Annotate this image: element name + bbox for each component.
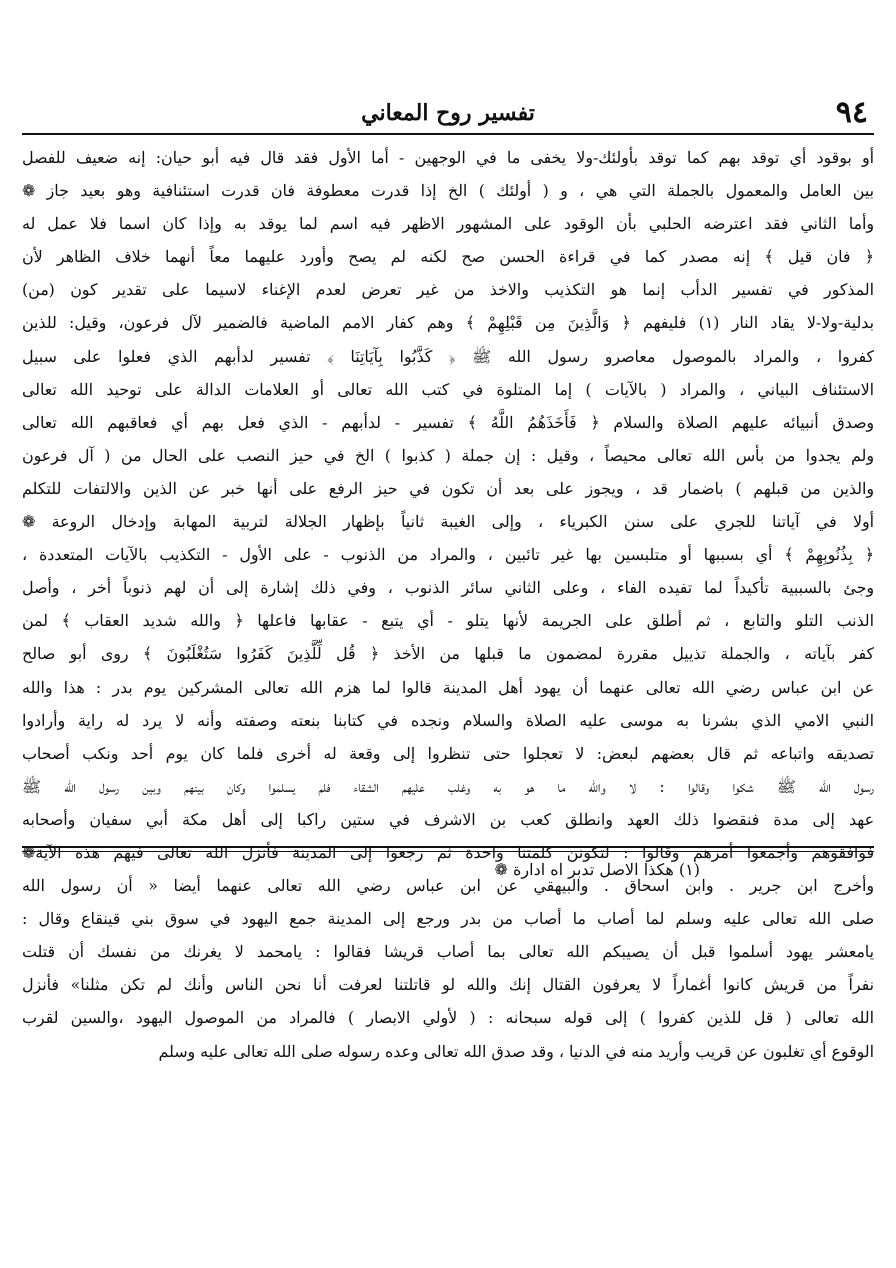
- text-line: وصدق أنبيائه عليهم الصلاة والسلام ﴿ فَأَخَذَهُمُ اللَّهُ ﴾ تفسير - لدأبهم - الذي فعل بهم أي فعاقبهم الله تعالى: [22, 412, 874, 432]
- text-line: عن ابن عباس رضي الله تعالى عنهما أن يهود أهل المدينة قالوا لما هزم الله تعالى المشركين يوم بدر : هذا والله: [22, 677, 874, 697]
- text-line: بين العامل والمعمول بالجملة التي هي ، و ( أولئك ) الخ إذا قدرت معطوفة فان قدرت استئنافية وهو بعيد جاز ❁: [22, 181, 874, 201]
- text-line: أولا في آياتنا للجري على سنن الكبرياء ، وإلى الغيبة ثانياً بإظهار الجلالة لتربية المهابة وإدخال الروعة ❁: [22, 512, 874, 532]
- text-line: النبي الامي الذي بشرنا به موسى عليه الصلاة والسلام ونجده في كتابنا بنعته وصفته وأنه لا يرد له راية وأرادوا: [22, 710, 874, 730]
- page-header: [22, 96, 874, 130]
- text-line: رسول الله ﷺ شكوا وقالوا : لا والله ما هو به وغلب عليهم الشقاء فلم يسلموا وكان بينهم وبين رسول الله ﷺ: [22, 776, 874, 796]
- text-line: الوقوع أي تغلبون عن قريب وأريد منه في الدنيا ، وقد صدق الله تعالى وعده رسوله صلى الله تعالى عليه وسلم: [158, 1041, 874, 1061]
- header-rule: [22, 133, 874, 135]
- text-line: ﴿ بِذُنُوبِهِمْ ﴾ أي بسببها أو متلبسين بها غير تائبين ، والمراد من الذنوب - على الأول - التكذيب بالآيات المتعددة ،: [22, 545, 874, 565]
- text-line: وأخرج ابن جرير . وابن اسحاق . والبيهقي عن ابن عباس رضي الله تعالى عنهما أيضا « أن رسول الله: [22, 876, 874, 896]
- text-line: نفراً من قريش كانوا أغماراً لا يعرفون القتال إنك والله لو قاتلتنا لعرفت أنا نحن الناس وأنك لم تكن مثلنا» فأنزل: [22, 975, 874, 995]
- text-line: ﴿ فان قيل ﴾ إنه مصدر كما في قراءة الحسن صح لكنه لم يصح وأورد عليهما معاً أنهما خلاف الظاهر لأن: [22, 247, 874, 267]
- running-title: تفسير روح المعاني: [361, 100, 535, 126]
- footnote-rule-thick: [22, 846, 874, 848]
- footnote-rule-thin: [22, 851, 874, 852]
- text-line: وجئ بالسببية تأكيداً لما تفيده الفاء ، وعلى الثاني سائر الذنوب ، وفي ذلك إشارة إلى أن لهم ذنوباً أخر ، وأصل: [22, 578, 874, 598]
- text-line: أو بوقود أي توقد بهم كما توقد بأولئك-ولا يخفى ما في الوجهين - أما الأول فقد قال فيه أبو حيان: إنه ضعيف للفصل: [22, 148, 874, 167]
- text-line: المذكور في تفسير الدأب إنما هو التكذيب والاخذ من غير تعرض لعدم الإغناء لاسيما على تقدير كون (من): [22, 280, 874, 300]
- text-line: الذنب التلو والتابع ، ثم أطلق على الجريمة لأنها يتلو - أي يتبع - عقابها فاعلها ﴿ والله شديد العقاب ﴾ لمن: [22, 611, 874, 631]
- page-number: ٩٤: [835, 95, 868, 130]
- footnote: (١) هكذا الاصل تدبر اه ادارة ❁: [494, 860, 700, 879]
- text-line: الله تعالى ( قل للذين كفروا ) إلى قوله سبحانه : ( لأولي الابصار ) فالمراد من الموصول اليهود ،والسين لقرب: [22, 1008, 874, 1028]
- text-line: بدلية-ولا-لا يقاد النار (١) فليفهم ﴿ وَالَّذِينَ مِن قَبْلِهِمْ ﴾ وهم كفار الامم الماضية فالضمير لآل فرعون، وقيل: للذين: [22, 313, 874, 333]
- body-text: [22, 141, 874, 1068]
- text-line: كفر بآياته ، والجملة تذييل مقررة لمضمون ما قبلها من الأخذ ﴿ قُل لِّلَّذِينَ كَفَرُوا سَتُغْلَبُونَ ﴾ روى أبو صالح: [22, 644, 874, 664]
- text-line: كفروا ، والمراد بالموصول معاصرو رسول الله ﷺ ﴿ كَذَّبُوا بِآيَاتِنَا ﴾ تفسير لدأبهم الذي فعلوا على سبيل: [22, 346, 874, 366]
- text-line: الاستئناف البياني ، والمراد ( بالآيات ) إما المتلوة في كتب الله تعالى أو العلامات الدالة على توحيد الله تعالى: [22, 379, 874, 399]
- text-line: وأما الثاني فقد اعترضه الحلبي بأن الوقود على المشهور الاظهر فيه اسم لما يوقد به وإذا كان اسما فلا عمل له: [22, 214, 874, 234]
- text-line: يامعشر يهود أسلموا قبل أن يصيبكم الله تعالى بما أصاب قريشا فقالوا : يامحمد لا يغرنك من نفسك أن قتلت: [22, 942, 874, 962]
- text-line: صلى الله تعالى عليه وسلم لما أصاب ما أصاب من بدر ورجع إلى المدينة جمع اليهود في سوق بني قينقاع وقال :: [22, 909, 874, 929]
- text-line: تصديقه واتباعه ثم قال بعضهم لبعض: لا تعجلوا حتى تنظروا إلى وقعة له أخرى فلما كان يوم أحد ونكب أصحاب: [22, 743, 874, 763]
- text-line: ولم يجدوا من بأس الله تعالى محيصاً ، وقيل : إن جملة ( كذبوا ) الخ في حيز النصب على الحال من ( آل فرعون: [22, 445, 874, 465]
- text-line: فوافقوهم وأجمعوا أمرهم وقالوا : لتكونن كلمتنا واحدة ثم رجعوا إلى المدينة فأنزل الله تعالى فيهم هذه الآية❁: [22, 842, 874, 862]
- text-line: عهد إلى مدة فنقضوا ذلك العهد وانطلق كعب بن الاشرف في ستين راكبا إلى أهل مكة أبي سفيان وأصحابه: [22, 809, 874, 829]
- text-line: والذين من قبلهم ) باضمار قد ، ويجوز على بعد أن تكون في حيز الرفع على أنها خبر عن الذين والالتفات للتكلم: [22, 478, 874, 498]
